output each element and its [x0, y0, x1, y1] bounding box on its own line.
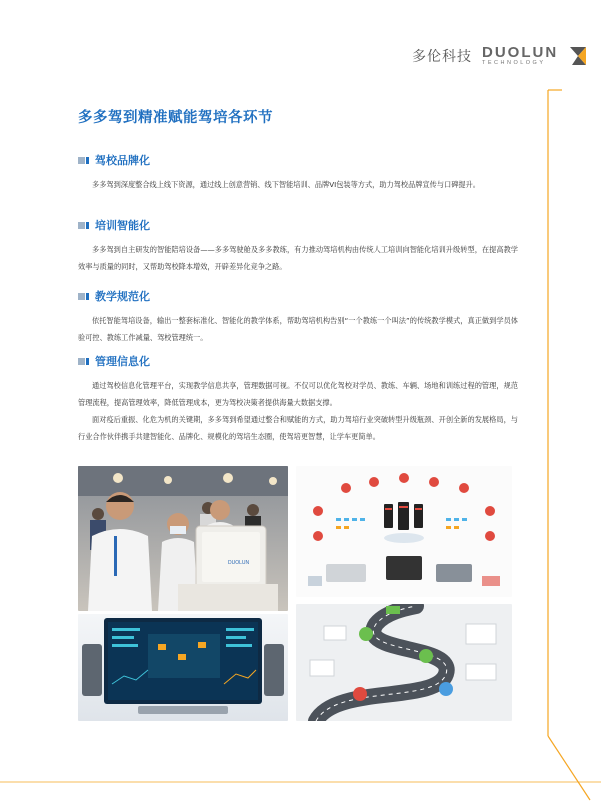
- section-header: [78, 152, 518, 168]
- section-paragraph: 通过驾校信息化管理平台，实现教学信息共享，管理数据可视。不仅可以优化驾校对学员、教练、车辆、场地和训练过程的管理，规范管理流程，提高管理效率，降低管理成本，更为驾校决策者提供海量大数据支撑。: [78, 381, 518, 407]
- section-marker-icon: [78, 222, 89, 229]
- dashboard-icon: [78, 614, 288, 721]
- section-header: [78, 288, 518, 304]
- logo-chinese-text: 多伦科技: [412, 49, 472, 65]
- photo-road-infographic: [296, 604, 512, 721]
- section-title: 教学规范化: [95, 290, 150, 303]
- section-paragraph: 多多驾到自主研发的智能陪培设备——多多驾驶舱及多多教练，有力推动驾培机构由传统人工培训向智能化培训升级转型，在提高教学效率与质量的同时，又帮助驾校降本增效，开辟差异化竞争之路。: [78, 245, 518, 271]
- section-title: 培训智能化: [95, 219, 150, 232]
- logo-english-text: [482, 46, 558, 66]
- road-infographic-icon: [296, 604, 512, 721]
- system-diagram-icon: [296, 466, 512, 597]
- logo-mark-icon: [564, 47, 586, 65]
- section-paragraph: 多多驾到深度整合线上线下资源，通过线上创意营销、线下智能培训、品牌VI包装等方式，助力驾校品牌宣传与口碑提升。: [92, 180, 480, 189]
- people-simulator-icon: [78, 466, 288, 611]
- section-header: [78, 217, 518, 233]
- logo-english-small: TECHNOLOGY: [482, 60, 546, 66]
- photo-simulator-demo: [78, 466, 288, 611]
- section-marker-icon: [78, 358, 89, 365]
- section-marker-icon: [78, 293, 89, 300]
- section-title: 驾校品牌化: [95, 154, 150, 167]
- company-logo: [412, 46, 586, 66]
- page-title: 多多驾到精准赋能驾培各环节: [78, 110, 273, 126]
- section-management: [78, 353, 518, 445]
- section-teaching: [78, 288, 518, 346]
- section-marker-icon: [78, 157, 89, 164]
- section-paragraph: 依托智能驾培设备，输出一整套标准化、智能化的教学体系，帮助驾培机构告别“一个教练一个叫法”的传统教学模式，真正做到学员体验可控、教练工作减量、驾校管理统一。: [78, 316, 518, 342]
- section-header: [78, 353, 518, 369]
- section-title: 管理信息化: [95, 355, 150, 368]
- section-brand: [78, 152, 518, 193]
- logo-english-big: DUOLUN: [482, 44, 559, 61]
- photo-platform-diagram: [296, 466, 512, 597]
- svg-text:DUOLUN: DUOLUN: [228, 560, 250, 566]
- section-training: [78, 217, 518, 275]
- photo-dashboard-screens: [78, 614, 288, 721]
- section-paragraph: 面对疫后重振、化危为机的关键期，多多驾到希望通过整合和赋能的方式，助力驾培行业突破转型升级瓶颈、开创全新的发展格局，与行业合作伙伴携手共建智能化、品牌化、规模化的驾培生态圈，使驾培更智慧，让学车更简单。: [78, 415, 518, 441]
